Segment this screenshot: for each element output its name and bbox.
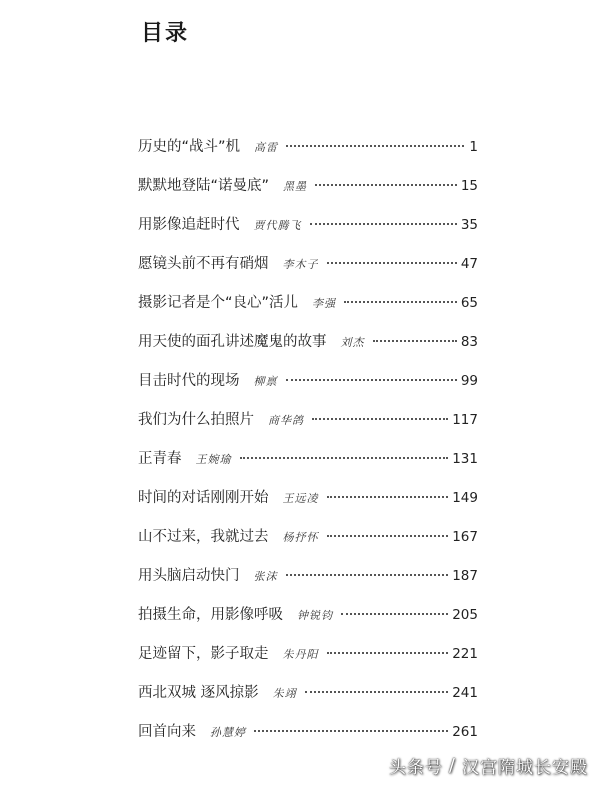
toc-entry[interactable] (138, 290, 478, 329)
watermark (389, 753, 588, 778)
toc-entry-author: 杨抒怀 (282, 531, 319, 544)
toc-entry-title: 拍摄生命，用影像呼吸 (138, 607, 283, 623)
toc-entry-leader (286, 145, 464, 147)
toc-entry-title: 西北双城 逐风掠影 (138, 685, 259, 701)
toc-entry-title: 历史的“战斗”机 (138, 139, 241, 155)
toc-entry[interactable] (138, 641, 478, 680)
toc-entry-page-number: 131 (452, 451, 478, 467)
toc-entry-page-number: 65 (460, 295, 478, 311)
toc-entry-page-number: 221 (452, 646, 478, 662)
toc-entry-author: 商华鸽 (268, 414, 304, 427)
toc-entry-title: 我们为什么拍照片 (138, 412, 254, 428)
toc-entry-leader (310, 223, 457, 225)
toc-entry[interactable] (138, 329, 478, 368)
toc-entry[interactable] (138, 368, 478, 407)
toc-entry-author: 朱丹阳 (282, 648, 319, 661)
toc-entry[interactable] (138, 485, 478, 524)
toc-entry-page-number: 187 (452, 568, 478, 584)
toc-entry-title: 山不过来，我就过去 (138, 529, 269, 545)
toc-entry-leader (327, 262, 457, 264)
toc-entry-author: 孙慧婷 (210, 726, 246, 739)
toc-entry[interactable] (138, 680, 478, 719)
toc-entry-title: 用头脑启动快门 (138, 568, 240, 584)
toc-entry-title: 用天使的面孔讲述魔鬼的故事 (138, 334, 327, 350)
toc-entry-title: 时间的对话刚刚开始 (138, 490, 269, 506)
toc-entry-title: 愿镜头前不再有硝烟 (138, 256, 269, 272)
toc-entry-page-number: 47 (460, 256, 478, 272)
toc-entry-author: 李强 (312, 297, 337, 310)
toc-entry-author: 贾代腾飞 (253, 219, 302, 232)
toc-entry[interactable] (138, 563, 478, 602)
toc-entry-leader (240, 457, 449, 459)
toc-entry[interactable] (138, 602, 478, 641)
toc-entry-page-number: 15 (460, 178, 478, 194)
toc-entry-leader (327, 535, 449, 537)
toc-entry-title: 默默地登陆“诺曼底” (138, 178, 270, 194)
toc-entry-page-number: 167 (452, 529, 478, 545)
toc-entry-author: 朱翊 (272, 687, 297, 700)
toc-entry-leader (305, 691, 449, 693)
toc-entry-page-number: 83 (460, 334, 478, 350)
toc-entry[interactable] (138, 407, 478, 446)
toc-entry-leader (344, 301, 457, 303)
watermark-account: 汉宫隋城长安殿 (462, 758, 588, 778)
watermark-separator: / (448, 755, 456, 776)
toc-entry-title: 回首向来 (138, 724, 196, 740)
toc-entry-author: 张沫 (253, 570, 278, 583)
toc-entry-page-number: 205 (452, 607, 478, 623)
toc-entry-author: 钟锐钧 (297, 609, 333, 622)
toc-entry-author: 李木子 (282, 258, 319, 271)
toc-entry-leader (286, 574, 449, 576)
watermark-source: 头条号 (388, 758, 443, 778)
toc-entry-title: 目击时代的现场 (138, 373, 240, 389)
toc-entry-title: 足迹留下，影子取走 (138, 646, 269, 662)
toc-entry-leader (373, 340, 457, 342)
toc-entry-page-number: 261 (452, 724, 478, 740)
toc-entry-page-number: 1 (469, 139, 478, 155)
toc-entry-leader (286, 379, 457, 381)
toc-entry-leader (315, 184, 457, 186)
toc-entry-leader (327, 652, 449, 654)
toc-entry[interactable] (138, 134, 478, 173)
toc-entry-leader (341, 613, 448, 615)
page-title: 目录 (141, 21, 190, 46)
toc-entry[interactable] (138, 173, 478, 212)
toc-entry-author: 刘杰 (340, 336, 365, 349)
toc-entry[interactable] (138, 446, 478, 485)
toc-entry-author: 王远凌 (282, 492, 319, 505)
toc-entry-page-number: 149 (452, 490, 478, 506)
table-of-contents (138, 134, 478, 758)
toc-entry-author: 王婉瑜 (195, 453, 232, 466)
toc-entry-author: 高雷 (254, 141, 279, 154)
toc-entry[interactable] (138, 524, 478, 563)
toc-entry-author: 柳禀 (253, 375, 278, 388)
toc-entry-page-number: 99 (460, 373, 478, 389)
toc-entry-leader (312, 418, 448, 420)
toc-entry-page-number: 35 (460, 217, 478, 233)
toc-entry-title: 摄影记者是个“良心”活儿 (138, 295, 299, 311)
toc-entry-page-number: 241 (452, 685, 478, 701)
toc-entry-author: 黑墨 (283, 180, 308, 193)
toc-entry[interactable] (138, 212, 478, 251)
toc-entry-leader (254, 730, 448, 732)
toc-entry-leader (327, 496, 449, 498)
toc-entry-page-number: 117 (452, 412, 478, 428)
toc-entry-title: 正青春 (138, 451, 182, 467)
toc-entry-title: 用影像追赶时代 (138, 217, 240, 233)
toc-entry[interactable] (138, 251, 478, 290)
